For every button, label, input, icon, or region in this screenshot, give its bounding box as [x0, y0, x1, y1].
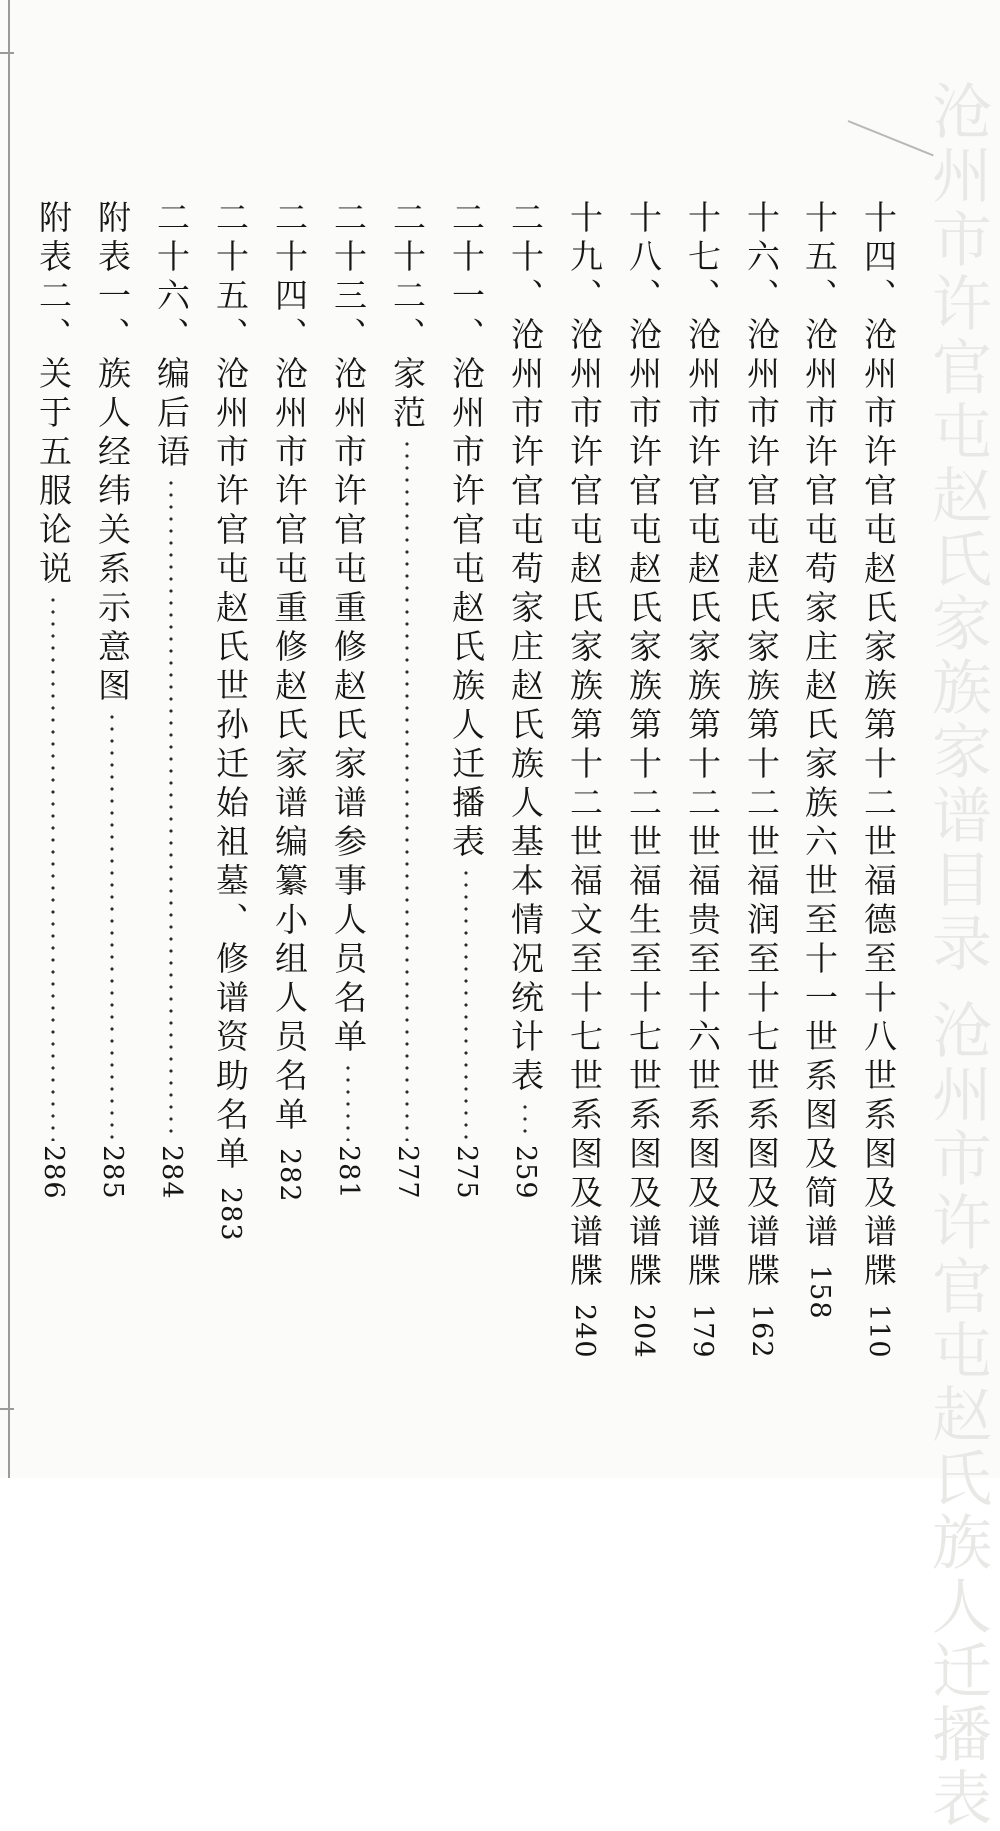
toc-entry [385, 200, 429, 1200]
toc-entry-page: 162 [746, 1304, 777, 1359]
toc-entry-page: 282 [274, 1148, 305, 1203]
dot-leader [149, 477, 193, 1141]
dot-leader [90, 711, 134, 1141]
toc-entry-number: 二十六、 [152, 200, 191, 356]
dot-leader [31, 594, 75, 1141]
dot-leader [680, 1296, 724, 1300]
binding-edge-line [8, 0, 10, 1478]
toc-entry-number: 附表二、 [34, 200, 73, 356]
toc-entry-number: 二十三、 [329, 200, 368, 356]
toc-entry-page: 275 [451, 1145, 482, 1200]
toc-entry-title: 沧州市许官屯赵氏家族第十二世福生至十七世系图及谱牒 [624, 317, 663, 1292]
toc-entry-page: 277 [392, 1145, 423, 1200]
toc-entry [444, 200, 488, 1200]
toc-entry-number: 二十、 [506, 200, 545, 317]
toc-entry-page: 179 [687, 1304, 718, 1359]
toc-entry [326, 200, 370, 1200]
dot-leader [739, 1296, 783, 1300]
toc-entry-page: 204 [628, 1304, 659, 1359]
toc-entry-title: 沧州市许官屯苟家庄赵氏家族六世至十一世系图及简谱 [800, 317, 839, 1253]
toc-entry-page: 259 [510, 1145, 541, 1200]
toc-entry-page: 281 [333, 1145, 364, 1200]
toc-entry-title: 沧州市许官屯赵氏族人迁播表 [447, 356, 486, 863]
toc-entry [503, 200, 547, 1200]
toc-entry-page: 110 [863, 1304, 894, 1359]
dot-leader [208, 1179, 252, 1183]
toc-entry-number: 十七、 [683, 200, 722, 317]
toc-entry-page: 158 [804, 1265, 835, 1320]
toc-entry-number: 十五、 [800, 200, 839, 317]
toc-entry [856, 200, 900, 1359]
toc-entry-page: 283 [215, 1187, 246, 1242]
toc-entry-number: 十八、 [624, 200, 663, 317]
toc-entry-title: 关于五服论说 [34, 356, 73, 590]
toc-entry-title: 家范 [388, 356, 427, 434]
toc-entry-number: 二十四、 [270, 200, 309, 356]
dot-leader [562, 1296, 606, 1300]
dot-leader [797, 1257, 841, 1261]
toc-entry-number: 十九、 [565, 200, 604, 317]
toc-entry [267, 200, 311, 1203]
bleed-through-line: 沧州市许官屯赵氏族人迁播表 [922, 999, 992, 1831]
toc-entry-title: 沧州市许官屯重修赵氏家谱编纂小组人员名单 [270, 356, 309, 1136]
toc-entry [208, 200, 252, 1242]
toc-entry-number: 十四、 [859, 200, 898, 317]
dot-leader [856, 1296, 900, 1300]
toc-entry-page: 240 [569, 1304, 600, 1359]
dot-leader [444, 867, 488, 1141]
toc-entry-title: 沧州市许官屯苟家庄赵氏族人基本情况统计表 [506, 317, 545, 1097]
toc-entry-title: 沧州市许官屯赵氏家族第十二世福贵至十六世系图及谱牒 [683, 317, 722, 1292]
dot-leader [385, 438, 429, 1141]
toc-entry-page: 285 [97, 1145, 128, 1200]
toc-entry-number: 二十五、 [211, 200, 250, 356]
toc-entry-number: 二十二、 [388, 200, 427, 356]
toc-entry-number: 十六、 [742, 200, 781, 317]
toc-entry-title: 编后语 [152, 356, 191, 473]
toc-entry-number: 二十一、 [447, 200, 486, 356]
toc-entry-title: 沧州市许官屯赵氏世孙迁始祖墓、修谱资助名单 [211, 356, 250, 1175]
toc-entry-title: 族人经纬关系示意图 [93, 356, 132, 707]
dot-leader [503, 1101, 547, 1141]
toc-entry [31, 200, 75, 1200]
toc-entry-title: 沧州市许官屯赵氏家族第十二世福润至十七世系图及谱牒 [742, 317, 781, 1292]
toc-entry [680, 200, 724, 1359]
toc-entry-title: 沧州市许官屯赵氏家族第十二世福文至十七世系图及谱牒 [565, 317, 604, 1292]
toc-entry [739, 200, 783, 1359]
toc-entry [797, 200, 841, 1320]
dot-leader [621, 1296, 665, 1300]
toc-entry [90, 200, 134, 1200]
binding-tick-top [0, 52, 14, 54]
dot-leader [326, 1062, 370, 1141]
toc-entry-number: 附表一、 [93, 200, 132, 356]
toc-entry [621, 200, 665, 1359]
toc-entry [149, 200, 193, 1200]
toc-entry-title: 沧州市许官屯赵氏家族第十二世福德至十八世系图及谱牒 [859, 317, 898, 1292]
toc-entry [562, 200, 606, 1359]
toc-entry-title: 沧州市许官屯重修赵氏家谱参事人员名单 [329, 356, 368, 1058]
toc-entry-page: 286 [38, 1145, 69, 1200]
binding-tick-bottom [0, 1408, 14, 1410]
bleed-through-line: 沧州市许官屯赵氏家族家谱目录 [922, 80, 992, 976]
dot-leader [267, 1140, 311, 1144]
toc-entry-page: 284 [156, 1145, 187, 1200]
